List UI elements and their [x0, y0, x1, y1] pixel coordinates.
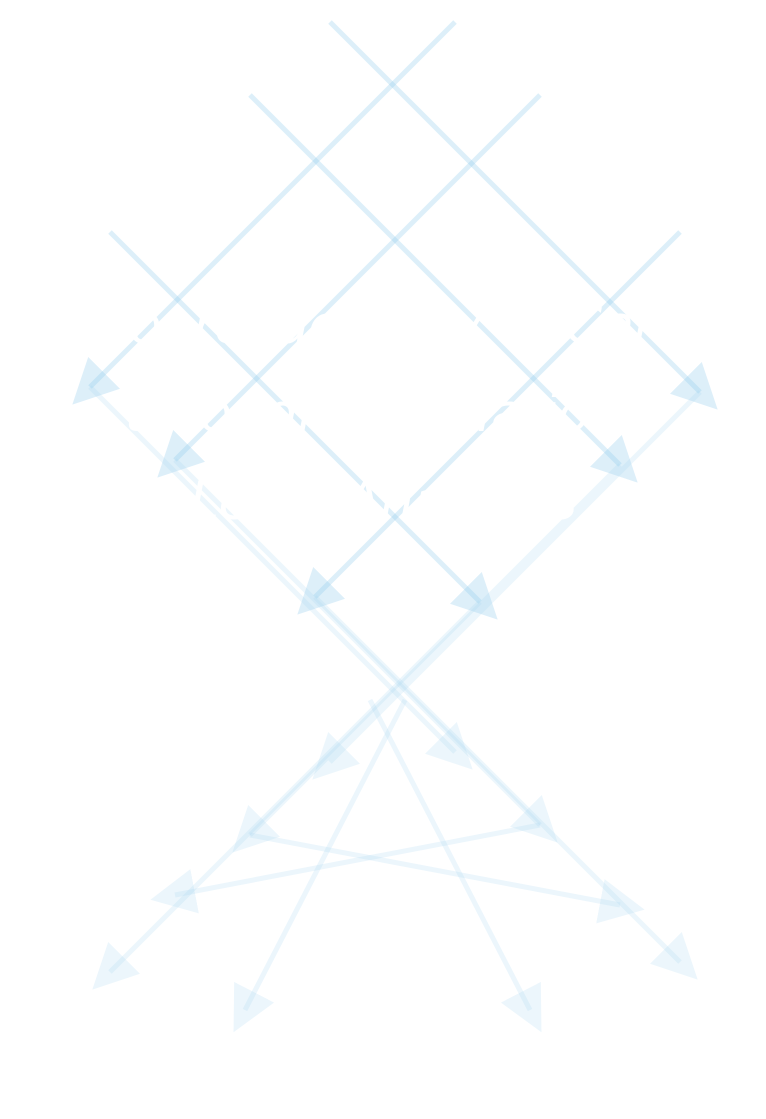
editors-names: Alecia Schrenk and Lori A. Tremblay	[75, 1036, 691, 1071]
book-title	[0, 282, 766, 546]
edited-by-label: EDITED BY	[312, 992, 454, 1014]
credits-block	[0, 992, 766, 1071]
title-line-2: through Population-	[124, 383, 642, 444]
title-line-1: Bioarchaeology of Care	[79, 295, 687, 356]
title-line-3: Level Analyses	[189, 471, 577, 532]
